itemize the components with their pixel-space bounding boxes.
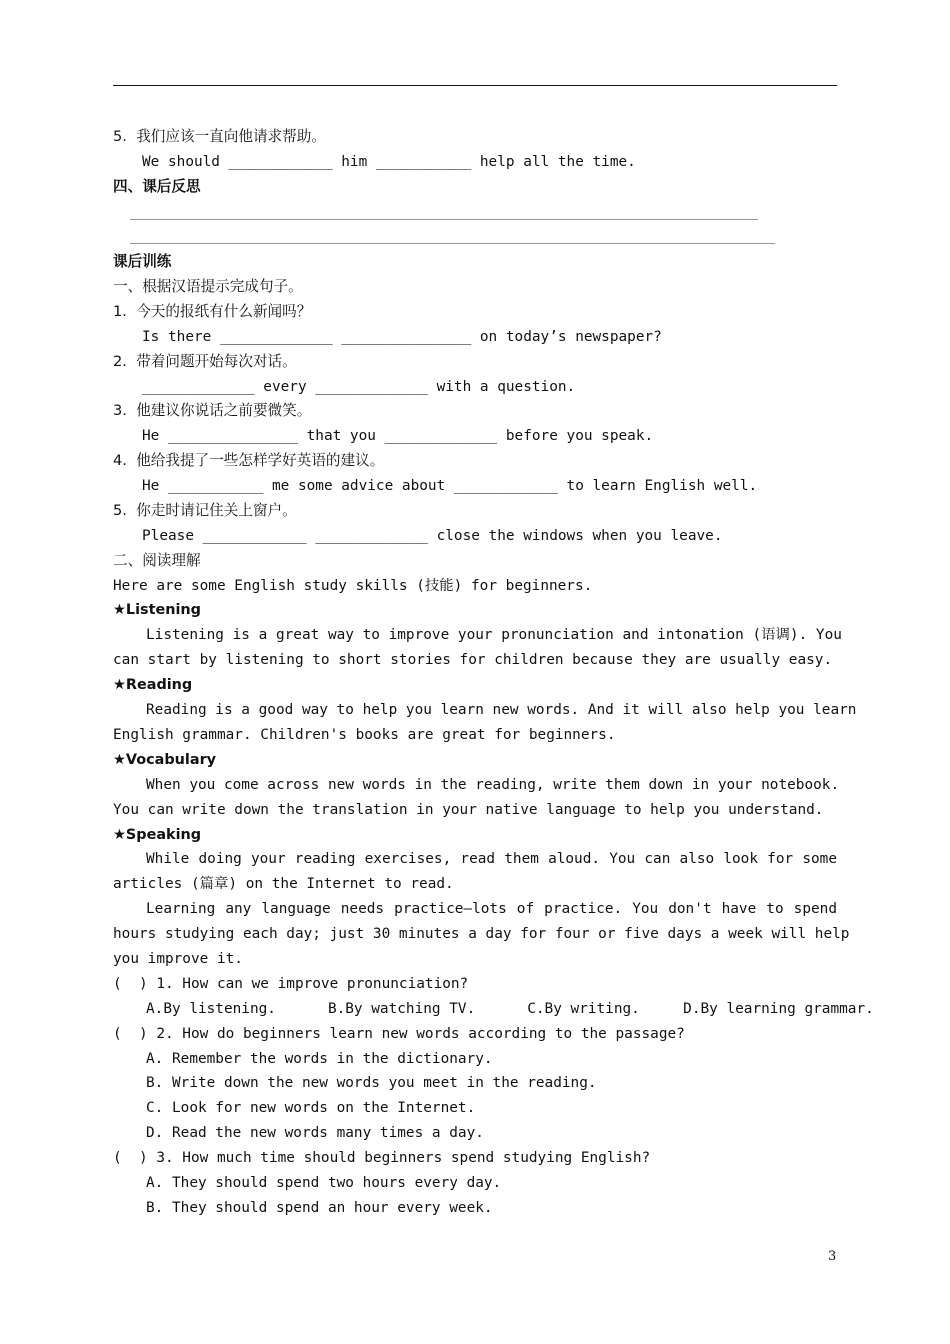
section4-title: 四、课后反思 [113,178,201,195]
question-1-options: A.By listening. B.By watching TV. C.By writing. D.By learning grammar. [146,1001,874,1017]
question-2-option-a: A. Remember the words in the dictionary. [146,1051,493,1067]
item4-chinese: 4. 他给我提了一些怎样学好英语的建议。 [113,452,385,469]
practice-line-2: hours studying each day; just 30 minutes a day for four or five days a week will help [113,926,850,942]
vocabulary-line-1: When you come across new words in the reading, write them down in your notebook. [146,777,840,793]
item3-english: He _______________ that you _____________ before you speak. [142,428,654,444]
item1-chinese: 1. 今天的报纸有什么新闻吗？ [113,303,312,320]
item3-chinese: 3. 他建议你说话之前要微笑。 [113,402,312,419]
vocabulary-heading: ★Vocabulary [113,752,217,768]
listening-line-1: Listening is a great way to improve your pronunciation and intonation (语调). You [146,627,842,643]
page-number: 3 [828,1249,837,1264]
item5-english: Please ____________ _____________ close the windows when you leave. [142,528,723,544]
reading-line-1: Reading is a good way to help you learn new words. And it will also help you learn [146,702,857,718]
question-3: ( ) 3. How much time should beginners spend studying English? [113,1150,651,1166]
speaking-line-1: While doing your reading exercises, read them aloud. You can also look for some [146,851,837,867]
question-2: ( ) 2. How do beginners learn new words according to the passage? [113,1026,685,1042]
reading-intro: Here are some English study skills (技能) for beginners. [113,578,593,594]
item5-chinese: 5. 你走时请记住关上窗户。 [113,502,297,519]
question-1: ( ) 1. How can we improve pronunciation? [113,976,469,992]
section2-title: 二、阅读理解 [113,552,201,569]
vocabulary-line-2: You can write down the translation in your native language to help you understand. [113,802,824,818]
listening-heading: ★Listening [113,602,201,618]
question-3-option-b: B. They should spend an hour every week. [146,1200,493,1216]
speaking-line-2: articles (篇章) on the Internet to read. [113,876,454,892]
speaking-heading: ★Speaking [113,827,202,843]
item1-english: Is there _____________ _______________ on today’s newspaper? [142,329,662,345]
reflection-line-2 [130,243,775,244]
practice-title: 课后训练 [113,253,172,270]
header-rule [113,85,837,86]
reflection-line-1 [130,219,758,220]
item2-english: _____________ every _____________ with a question. [142,379,576,395]
question-3-option-a: A. They should spend two hours every day. [146,1175,502,1191]
item4-english: He ___________ me some advice about ____________ to learn English well. [142,478,758,494]
q5-chinese: 5. 我们应该一直向他请求帮助。 [113,128,326,145]
question-2-option-c: C. Look for new words on the Internet. [146,1100,476,1116]
question-2-option-b: B. Write down the new words you meet in the reading. [146,1075,597,1091]
item2-chinese: 2. 带着问题开始每次对话。 [113,353,297,370]
practice-line-3: you improve it. [113,951,243,967]
reading-line-2: English grammar. Children's books are great for beginners. [113,727,616,743]
listening-line-2: can start by listening to short stories for children because they are usually easy. [113,652,833,668]
practice-line-1: Learning any language needs practice—lots of practice. You don't have to spend [146,901,837,917]
reading-heading: ★Reading [113,677,193,693]
question-2-option-d: D. Read the new words many times a day. [146,1125,484,1141]
section1-title: 一、根据汉语提示完成句子。 [113,278,303,295]
q5-english: We should ____________ him ___________ help all the time. [142,154,636,170]
